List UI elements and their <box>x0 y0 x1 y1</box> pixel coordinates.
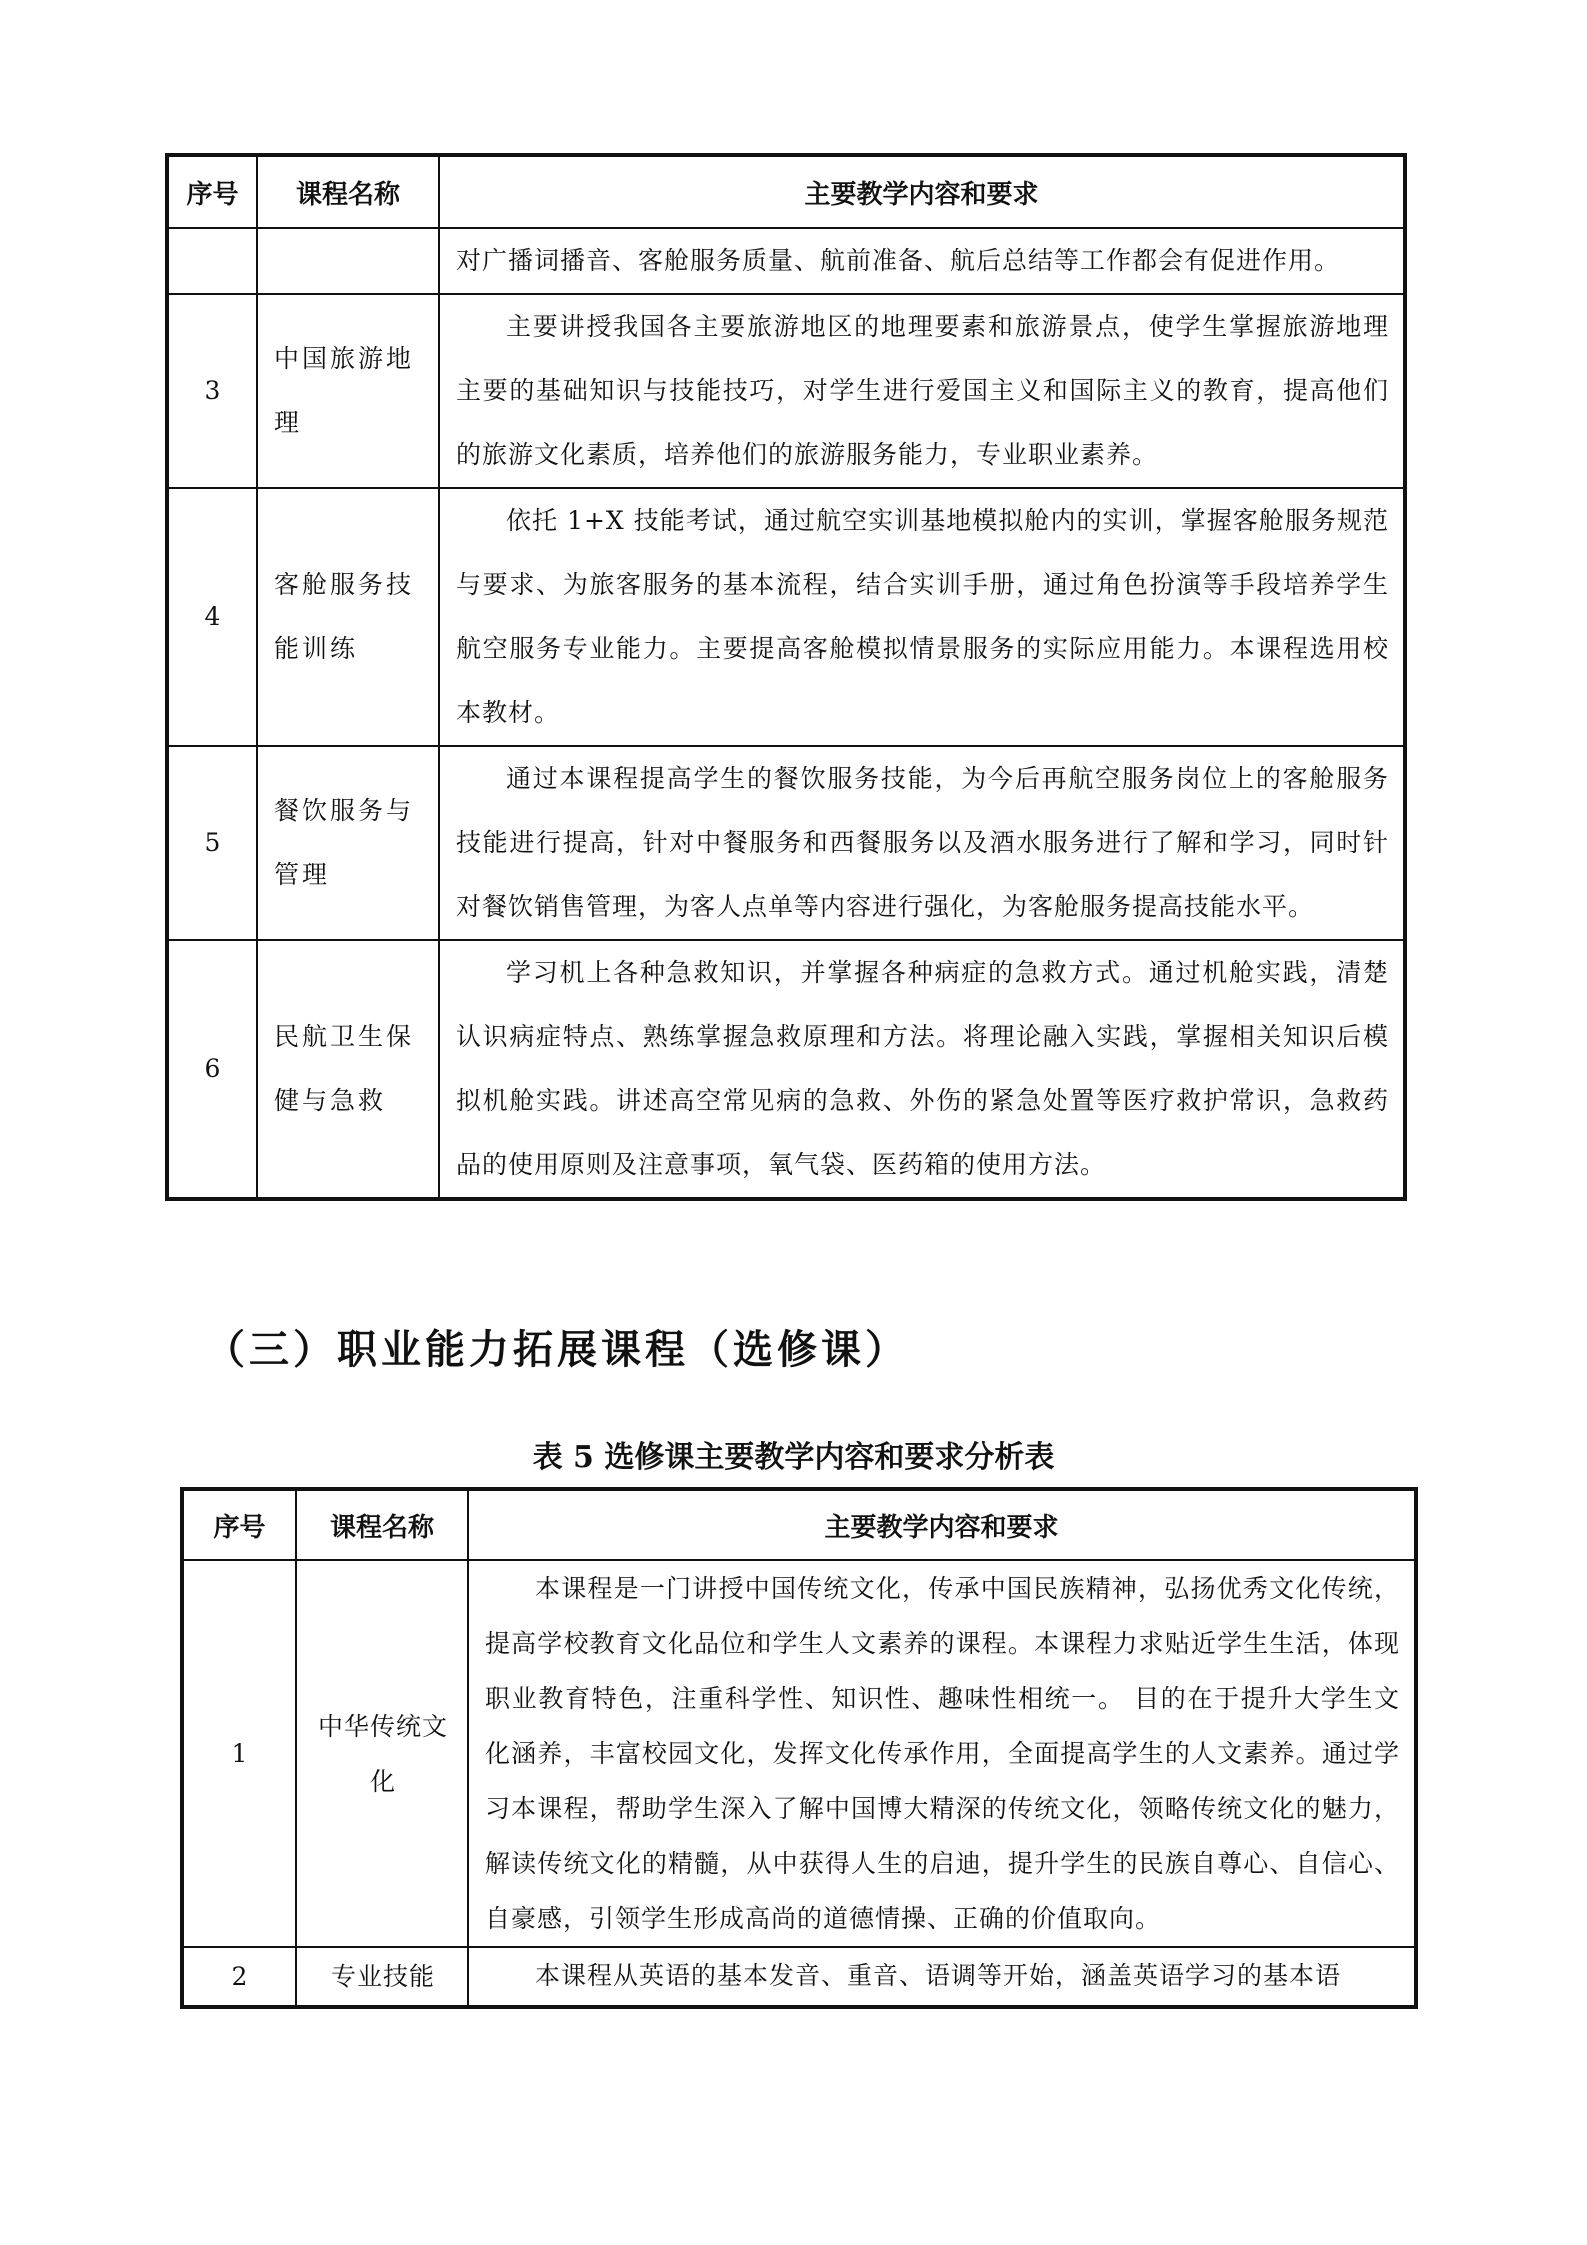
elective-course-table <box>180 1487 1418 2009</box>
header-content: 主要教学内容和要求 <box>468 1489 1416 1560</box>
table-row <box>182 1947 1416 2007</box>
content-text: 学习机上各种急救知识，并掌握各种病症的急救方式。通过机舱实践，清楚认识病症特点、熟练掌握急救原理和方法。将理论融入实践，掌握相关知识后模拟机舱实践。讲述高空常见病的急救、外伤的紧急处置等医疗救护常识，急救药品的使用原则及注意事项，氧气袋、医药箱的使用方法。 <box>456 958 1389 1179</box>
continuation-text: 对广播词播音、客舱服务质量、航前准备、航后总结等工作都会有促进作用。 <box>456 246 1341 275</box>
row-content <box>439 746 1405 940</box>
row-name: 民航卫生保健与急救 <box>257 940 439 1199</box>
row-content <box>439 294 1405 488</box>
row-no: 1 <box>182 1560 296 1947</box>
table-row <box>167 228 1405 294</box>
row-content <box>468 1947 1416 2007</box>
table-row <box>167 294 1405 488</box>
header-no: 序号 <box>167 155 257 228</box>
row-no: 5 <box>167 746 257 940</box>
row-name: 客舱服务技能训练 <box>257 488 439 746</box>
header-no: 序号 <box>182 1489 296 1560</box>
row-name: 专业技能 <box>296 1947 468 2007</box>
section-title: （三）职业能力拓展课程（选修课） <box>205 1326 909 1373</box>
row-name: 中国旅游地理 <box>257 294 439 488</box>
table-row <box>167 746 1405 940</box>
row-no: 3 <box>167 294 257 488</box>
content-text: 本课程是一门讲授中国传统文化，传承中国民族精神，弘扬优秀文化传统，提高学校教育文化品位和学生人文素养的课程。本课程力求贴近学生生活，体现职业教育特色，注重科学性、知识性、趣味性相统一。 目的在于提升大学生文化涵养，丰富校园文化，发挥文化传承作用，全面提高学生的人文素养。通过学习本课程，帮助学生深入了解中国博大精深的传统文化，领略传统文化的魅力，解读传统文化的精髓，从中获得人生的启迪，提升学生的民族自尊心、自信心、自豪感，引领学生形成高尚的道德情操、正确的价值取向。 <box>485 1574 1400 1933</box>
header-name: 课程名称 <box>296 1489 468 1560</box>
row-content <box>439 940 1405 1199</box>
table-row <box>167 940 1405 1199</box>
row-name: 中华传统文化 <box>296 1560 468 1947</box>
row-no: 4 <box>167 488 257 746</box>
course-table-continued <box>165 153 1407 1201</box>
table-header-row <box>182 1489 1416 1560</box>
content-text: 依托 1+X 技能考试，通过航空实训基地模拟舱内的实训，掌握客舱服务规范与要求、为旅客服务的基本流程，结合实训手册，通过角色扮演等手段培养学生航空服务专业能力。主要提高客舱模拟情景服务的实际应用能力。本课程选用校本教材。 <box>456 506 1389 727</box>
content-text: 本课程从英语的基本发音、重音、语调等开始，涵盖英语学习的基本语 <box>535 1961 1342 1990</box>
row-name: 餐饮服务与管理 <box>257 746 439 940</box>
row-no <box>167 228 257 294</box>
row-name <box>257 228 439 294</box>
table-row <box>167 488 1405 746</box>
row-content <box>439 488 1405 746</box>
row-content <box>439 228 1405 294</box>
header-content: 主要教学内容和要求 <box>439 155 1405 228</box>
content-text: 主要讲授我国各主要旅游地区的地理要素和旅游景点，使学生掌握旅游地理主要的基础知识与技能技巧，对学生进行爱国主义和国际主义的教育，提高他们的旅游文化素质，培养他们的旅游服务能力，专业职业素养。 <box>456 312 1389 469</box>
row-no: 6 <box>167 940 257 1199</box>
row-no: 2 <box>182 1947 296 2007</box>
row-content <box>468 1560 1416 1947</box>
content-text: 通过本课程提高学生的餐饮服务技能，为今后再航空服务岗位上的客舱服务技能进行提高，针对中餐服务和西餐服务以及酒水服务进行了解和学习，同时针对餐饮销售管理，为客人点单等内容进行强化，为客舱服务提高技能水平。 <box>456 764 1389 921</box>
table-row <box>182 1560 1416 1947</box>
table-header-row <box>167 155 1405 228</box>
table-caption: 表 5 选修课主要教学内容和要求分析表 <box>532 1440 1055 1475</box>
header-name: 课程名称 <box>257 155 439 228</box>
